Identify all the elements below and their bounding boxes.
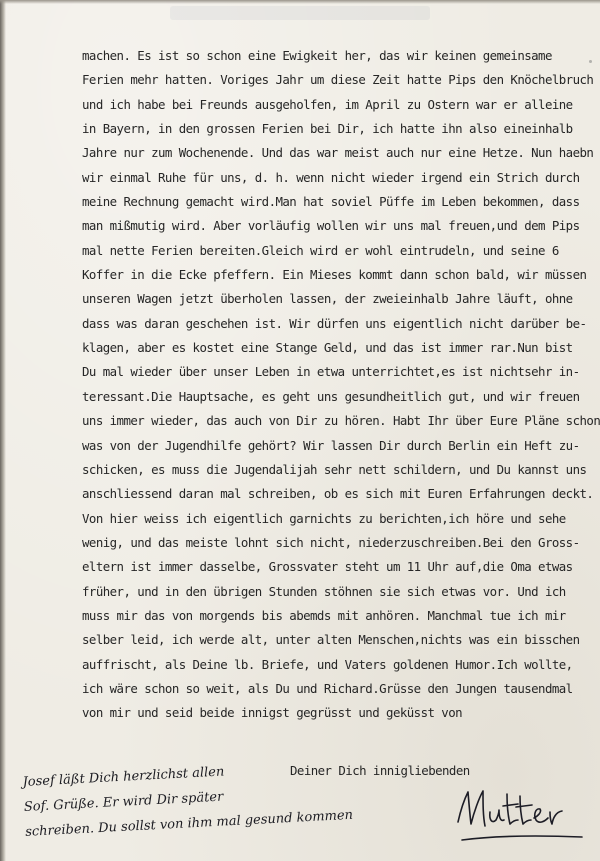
body-line: eltern ist immer dasselbe, Grossvater steht um 11 Uhr auf,die Oma etwas: [82, 559, 573, 575]
body-line: uns immer wieder, das auch von Dir zu hören. Habt Ihr über Eure Pläne schon: [82, 413, 600, 429]
body-line: Von hier weiss ich eigentlich garnichts zu berichten,ich höre und sehe: [82, 510, 566, 526]
body-line: wenig, und das meiste lohnt sich nicht, niederzuschreiben.Bei den Gross-: [82, 534, 580, 550]
page-top-edge: [0, 0, 600, 4]
body-line: meine Rechnung gemacht wird.Man hat soviel Püffe im Leben bekommen, dass: [82, 194, 580, 210]
body-line: ich wäre schon so weit, als Du und Richard.Grüsse den Jungen tausendmal: [82, 680, 573, 696]
postscript-line: Josef läßt Dich herzlichst allen: [22, 764, 225, 790]
body-line: Ferien mehr hatten. Voriges Jahr um diese Zeit hatte Pips den Knöchelbruch: [82, 72, 594, 88]
body-line: wir einmal Ruhe für uns, d. h. wenn nicht wieder irgend ein Strich durch: [82, 169, 580, 185]
body-line: und ich habe bei Freunds ausgeholfen, im April zu Ostern war er alleine: [82, 96, 573, 112]
body-line: Jahre nur zum Wochenende. Und das war meist auch nur eine Hetze. Nun haebn: [82, 145, 594, 161]
body-line: selber leid, ich werde alt, unter alten Menschen,nichts was ein bisschen: [82, 632, 580, 648]
body-line: dass was daran geschehen ist. Wir dürfen uns eigentlich nicht darüber be-: [82, 315, 587, 331]
postscript-line: schreiben. Du sollst von ihm mal gesund kommen: [24, 807, 354, 840]
body-line: machen. Es ist so schon eine Ewigkeit her, das wir keinen gemeinsame: [82, 48, 552, 63]
postscript-line: Sof. Grüße. Er wird Dir später: [23, 789, 224, 815]
body-line: von mir und seid beide innigst gegrüsst und geküsst von: [82, 705, 463, 721]
body-line: unseren Wagen jetzt überholen lassen, der zweieinhalb Jahre läuft, ohne: [82, 291, 573, 307]
body-line: mal nette Ferien bereiten.Gleich wird er wohl eintrudeln, und seine 6: [82, 242, 559, 258]
body-line: früher, und in den übrigen Stunden stöhnen sie sich etwas vor. Und ich: [82, 583, 566, 599]
body-line: anschliessend daran mal schreiben, ob es sich mit Euren Erfahrungen deckt.: [82, 486, 594, 502]
faint-letterhead-bleed: [170, 6, 430, 20]
body-line: Du mal wieder über unser Leben in etwa unterrichtet,es ist nichtsehr in-: [82, 364, 580, 380]
typewritten-body: [82, 44, 598, 726]
body-line: in Bayern, in den grossen Ferien bei Dir, ich hatte ihn also eineinhalb: [82, 121, 573, 137]
body-line: schicken, es muss die Jugendalijah sehr nett schildern, und Du kannst uns: [82, 461, 587, 477]
body-line: klagen, aber es kostet eine Stange Geld, und das ist immer rar.Nun bist: [82, 340, 573, 356]
body-line: Koffer in die Ecke pfeffern. Ein Mieses kommt dann schon bald, wir müssen: [82, 267, 587, 283]
body-line: was von der Jugendhilfe gehört? Wir lassen Dir durch Berlin ein Heft zu-: [82, 437, 580, 453]
body-line: man mißmutig wird. Aber vorläufig wollen wir uns mal freuen,und dem Pips: [82, 218, 580, 234]
signature-mutter: [452, 782, 592, 852]
body-line: auffrischt, als Deine lb. Briefe, und Vaters goldenen Humor.Ich wollte,: [82, 656, 573, 672]
closing-salutation: Deiner Dich innigliebenden: [290, 763, 470, 778]
page-shadow-edge: [0, 0, 6, 861]
handwritten-postscript: [22, 754, 354, 845]
body-line: teressant.Die Hauptsache, es geht uns gesundheitlich gut, und wir freuen: [82, 388, 580, 404]
body-line: muss mir das von morgends bis abemds mit anhören. Manchmal tue ich mir: [82, 607, 566, 623]
